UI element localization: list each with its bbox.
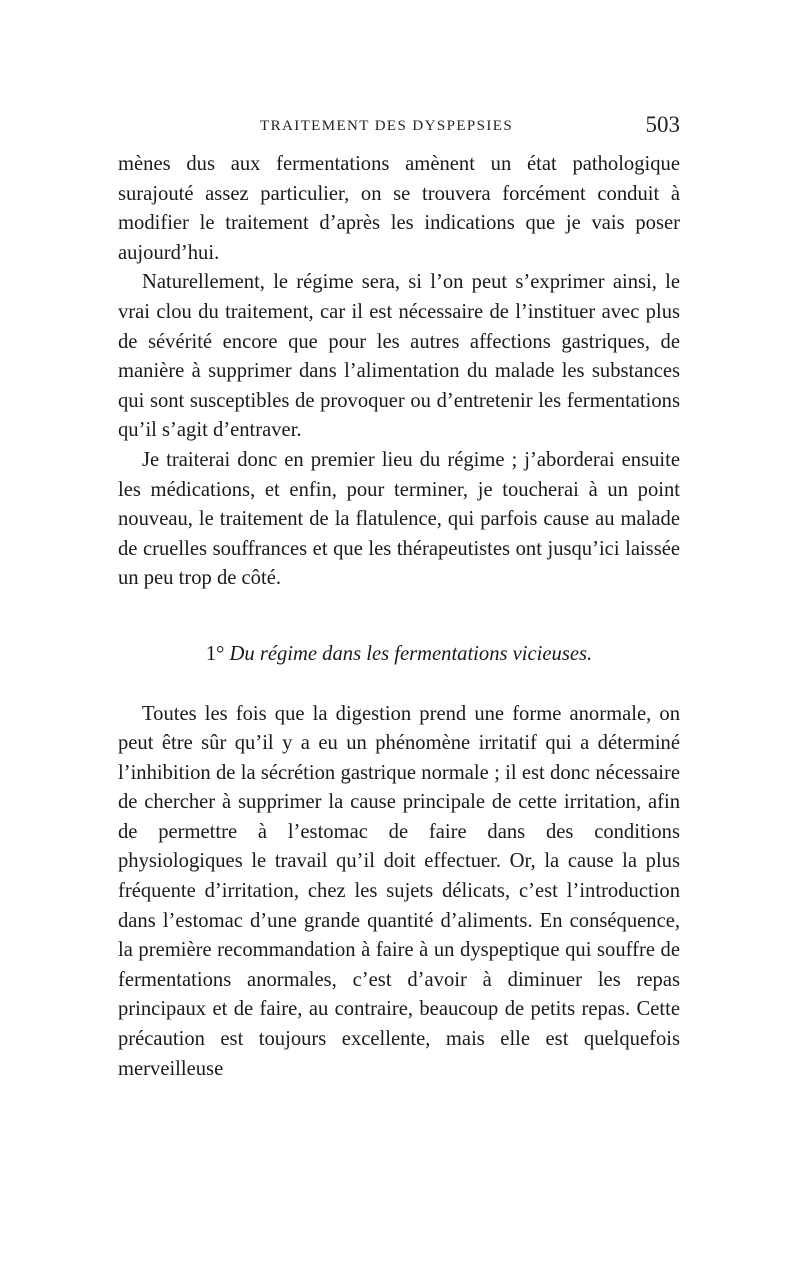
section-number: 1° — [205, 642, 225, 665]
spacer — [118, 670, 680, 700]
paragraph-plan: Je traiterai donc en premier lieu du régime ; j’aborderai ensuite les médications, et enfin, pour terminer, je toucherai à un point nouveau, le traitement de la flatulence, qui parfois cause au malade de cruelles souffrances et que les thérapeutistes ont jusqu’ici laissée un peu trop de côté. — [118, 448, 680, 590]
page-number: 503 — [645, 112, 680, 137]
text-block — [118, 150, 680, 1084]
running-head — [118, 112, 680, 142]
paragraph-regime: Naturellement, le régime sera, si l’on peut s’exprimer ainsi, le vrai clou du traitement, car il est nécessaire de l’instituer avec plus de sévérité encore que pour les autres affections gastriques, de manière à supprimer dans l’alimentation du malade les substances qui sont susceptibles de provoquer ou d’entretenir les fermentations qu’il s’agit d’entraver. — [118, 271, 680, 442]
section-heading — [118, 640, 680, 670]
spacer — [118, 594, 680, 640]
paragraph-section-body: Toutes les fois que la digestion prend une forme anormale, on peut être sûr qu’il y a eu un phénomène irritatif qui a déterminé l’inhibition de la sécrétion gastrique normale ; il est donc nécessaire de chercher à supprimer la cause principale de cette irritation, afin de permettre à l’estomac de faire dans des conditions physiologiques le travail qu’il doit effectuer. Or, la cause la plus fréquente d’irritation, chez les sujets délicats, c’est l’introduction dans l’estomac d’une grande quantité d’aliments. En conséquence, la première recommandation à faire à un dyspeptique qui souffre de fermentations anormales, c’est d’avoir à diminuer les repas principaux et de faire, au contraire, beaucoup de petits repas. Cette précaution est toujours excellente, mais elle est quelquefois merveilleuse — [118, 702, 680, 1080]
paragraph-continued: mènes dus aux fermentations amènent un état pathologique surajouté assez particulier, on se trouvera forcément conduit à modifier le traitement d’après les indications que je vais poser aujourd’hui. — [118, 153, 680, 264]
section-title: Du régime dans les fermentations vicieuses. — [229, 642, 593, 665]
running-title: TRAITEMENT DES DYSPEPSIES — [260, 118, 514, 134]
